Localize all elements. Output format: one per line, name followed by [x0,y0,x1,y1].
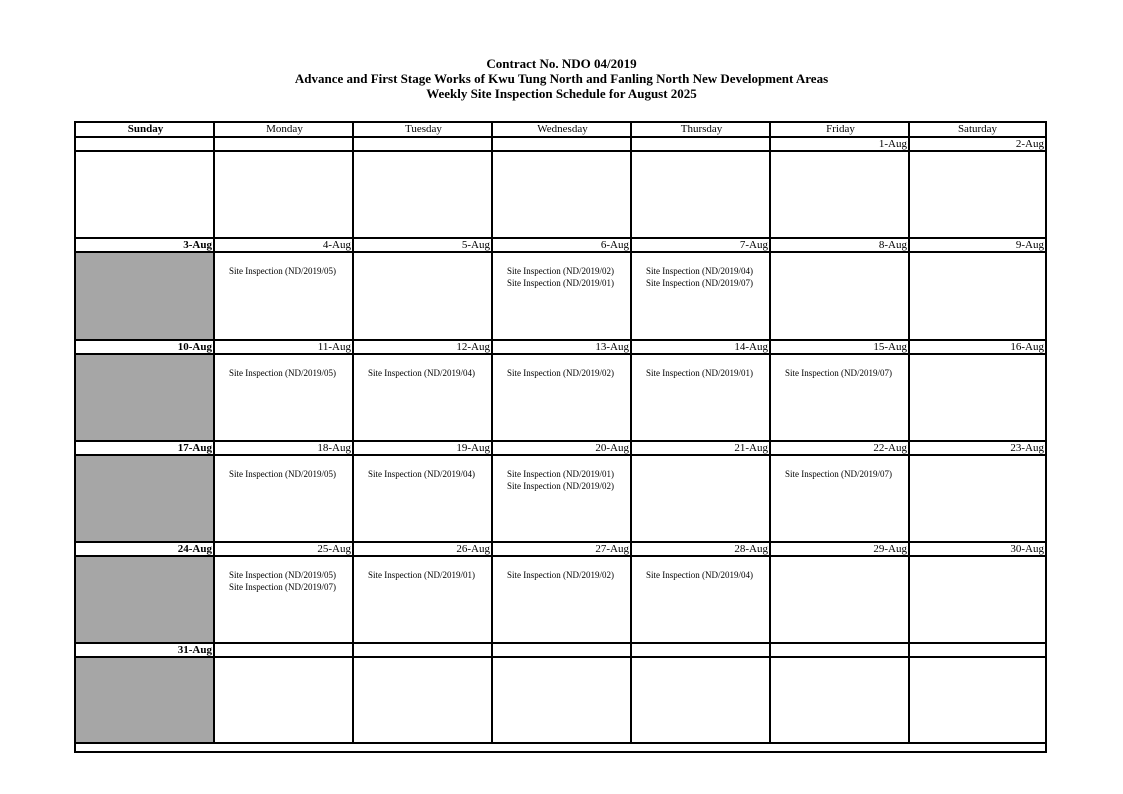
column-divider [352,123,354,742]
day-cell [632,658,769,744]
inspection-list [632,367,753,379]
day-cell [493,152,630,239]
date-label: 17-Aug [177,442,212,454]
schedule-title: Weekly Site Inspection Schedule for August 2025 [426,86,697,101]
day-cells-row [76,253,1045,339]
date-label: 28-Aug [734,543,768,555]
day-cell [354,658,491,744]
date-label: 1-Aug [878,138,907,150]
document-header [0,56,1123,101]
day-cell [910,456,1045,542]
day-cell [632,456,769,542]
inspection-entry: Site Inspection (ND/2019/02) [507,570,614,580]
date-label: 3-Aug [183,239,212,251]
weekday-header-saturday: Saturday [957,123,998,135]
day-cell [493,456,630,542]
week-row [76,442,1045,543]
column-divider [769,123,771,742]
inspection-list [215,367,336,379]
weekday-header-sunday: Sunday [127,123,164,135]
day-cell [771,355,908,442]
day-cell [910,152,1045,239]
day-cell [771,253,908,339]
inspection-list [632,265,753,289]
date-label [632,644,769,656]
day-cells-row [76,456,1045,542]
date-row [76,543,1045,557]
inspection-list [215,265,336,277]
date-label [76,138,213,150]
day-cell [493,557,630,643]
date-label: 25-Aug [317,543,351,555]
day-cell [910,557,1045,643]
day-cell [493,355,630,442]
week-row [76,239,1045,341]
day-cell [910,658,1045,744]
day-cell [215,355,352,442]
inspection-entry: Site Inspection (ND/2019/04) [368,368,475,378]
date-label: 16-Aug [1010,341,1044,353]
date-label: 30-Aug [1010,543,1044,555]
inspection-entry: Site Inspection (ND/2019/02) [507,266,614,276]
day-cell [354,456,491,542]
column-divider [213,123,215,742]
day-cell [493,658,630,744]
inspection-entry: Site Inspection (ND/2019/02) [507,481,614,491]
inspection-entry: Site Inspection (ND/2019/04) [646,570,753,580]
day-cell-shaded [76,456,213,542]
date-label: 8-Aug [878,239,907,251]
date-label [493,644,630,656]
date-row [76,644,1045,658]
date-label: 4-Aug [322,239,351,251]
day-cells-row [76,355,1045,442]
week-row [76,644,1045,744]
week-row [76,543,1045,644]
date-label: 31-Aug [177,644,212,656]
inspection-list [215,569,336,593]
day-cell-shaded [76,253,213,339]
weekday-header-tuesday: Tuesday [405,123,442,135]
day-cell [632,557,769,643]
date-label: 9-Aug [1015,239,1044,251]
inspection-entry: Site Inspection (ND/2019/05) [229,469,336,479]
day-cell [215,152,352,239]
inspection-list [354,569,475,581]
date-label [771,644,908,656]
inspection-entry: Site Inspection (ND/2019/05) [229,570,336,580]
inspection-entry: Site Inspection (ND/2019/04) [646,266,753,276]
day-cell-shaded [76,557,213,643]
date-label [632,138,769,150]
day-cell [354,557,491,643]
day-cell [632,253,769,339]
inspection-entry: Site Inspection (ND/2019/04) [368,469,475,479]
date-label: 7-Aug [739,239,768,251]
date-label: 11-Aug [317,341,351,353]
week-row [76,138,1045,239]
date-label [354,138,491,150]
date-label: 26-Aug [456,543,490,555]
date-label: 10-Aug [177,341,212,353]
date-label: 20-Aug [595,442,629,454]
date-label [354,644,491,656]
day-cell [215,456,352,542]
inspection-list [215,468,336,480]
date-label: 22-Aug [873,442,907,454]
day-cells-row [76,557,1045,643]
day-cell [215,557,352,643]
day-cell [771,557,908,643]
weekday-header-friday: Friday [826,123,855,135]
day-cell [632,355,769,442]
date-label [910,644,1045,656]
date-label: 15-Aug [873,341,907,353]
day-cell [771,152,908,239]
inspection-entry: Site Inspection (ND/2019/05) [229,266,336,276]
inspection-entry: Site Inspection (ND/2019/02) [507,368,614,378]
day-cell [354,355,491,442]
day-cell [493,253,630,339]
date-label: 23-Aug [1010,442,1044,454]
day-cell [771,658,908,744]
inspection-list [771,468,892,480]
inspection-list [354,468,475,480]
inspection-list [354,367,475,379]
inspection-entry: Site Inspection (ND/2019/07) [785,368,892,378]
date-label: 14-Aug [734,341,768,353]
inspection-entry: Site Inspection (ND/2019/07) [229,582,336,592]
date-label: 18-Aug [317,442,351,454]
day-cell [215,253,352,339]
inspection-list [771,367,892,379]
date-label: 13-Aug [595,341,629,353]
date-row [76,341,1045,355]
inspection-list [493,265,614,289]
day-cell [910,355,1045,442]
weekday-header-monday: Monday [266,123,303,135]
inspection-list [493,468,614,492]
column-divider [491,123,493,742]
date-label: 6-Aug [600,239,629,251]
date-label: 19-Aug [456,442,490,454]
date-row [76,239,1045,253]
day-cell [76,152,213,239]
inspection-list [493,367,614,379]
date-label: 29-Aug [873,543,907,555]
inspection-entry: Site Inspection (ND/2019/07) [646,278,753,288]
date-label: 24-Aug [177,543,212,555]
inspection-entry: Site Inspection (ND/2019/01) [646,368,753,378]
inspection-list [493,569,614,581]
day-cell [354,253,491,339]
date-label: 12-Aug [456,341,490,353]
column-divider [630,123,632,742]
date-label: 5-Aug [461,239,490,251]
contract-number: Contract No. NDO 04/2019 [486,56,637,71]
week-divider [76,742,1045,744]
date-label: 2-Aug [1015,138,1044,150]
day-cells-row [76,658,1045,744]
inspection-entry: Site Inspection (ND/2019/01) [507,469,614,479]
day-cell-shaded [76,658,213,744]
project-title: Advance and First Stage Works of Kwu Tung North and Fanling North New Development Areas [294,71,829,86]
day-cell [771,456,908,542]
day-cells-row [76,152,1045,239]
weekday-header-thursday: Thursday [680,123,723,135]
date-label [493,138,630,150]
inspection-entry: Site Inspection (ND/2019/05) [229,368,336,378]
date-label: 27-Aug [595,543,629,555]
date-row [76,442,1045,456]
weekday-header-row [76,123,1045,138]
inspection-entry: Site Inspection (ND/2019/07) [785,469,892,479]
day-cell [910,253,1045,339]
week-row [76,341,1045,442]
date-row [76,138,1045,152]
day-cell-shaded [76,355,213,442]
inspection-list [632,569,753,581]
day-cell [354,152,491,239]
column-divider [908,123,910,742]
date-label [215,644,352,656]
day-cell [215,658,352,744]
inspection-entry: Site Inspection (ND/2019/01) [368,570,475,580]
day-cell [632,152,769,239]
date-label [215,138,352,150]
calendar-grid [74,121,1047,753]
date-label: 21-Aug [734,442,768,454]
weekday-header-wednesday: Wednesday [537,123,588,135]
inspection-entry: Site Inspection (ND/2019/01) [507,278,614,288]
